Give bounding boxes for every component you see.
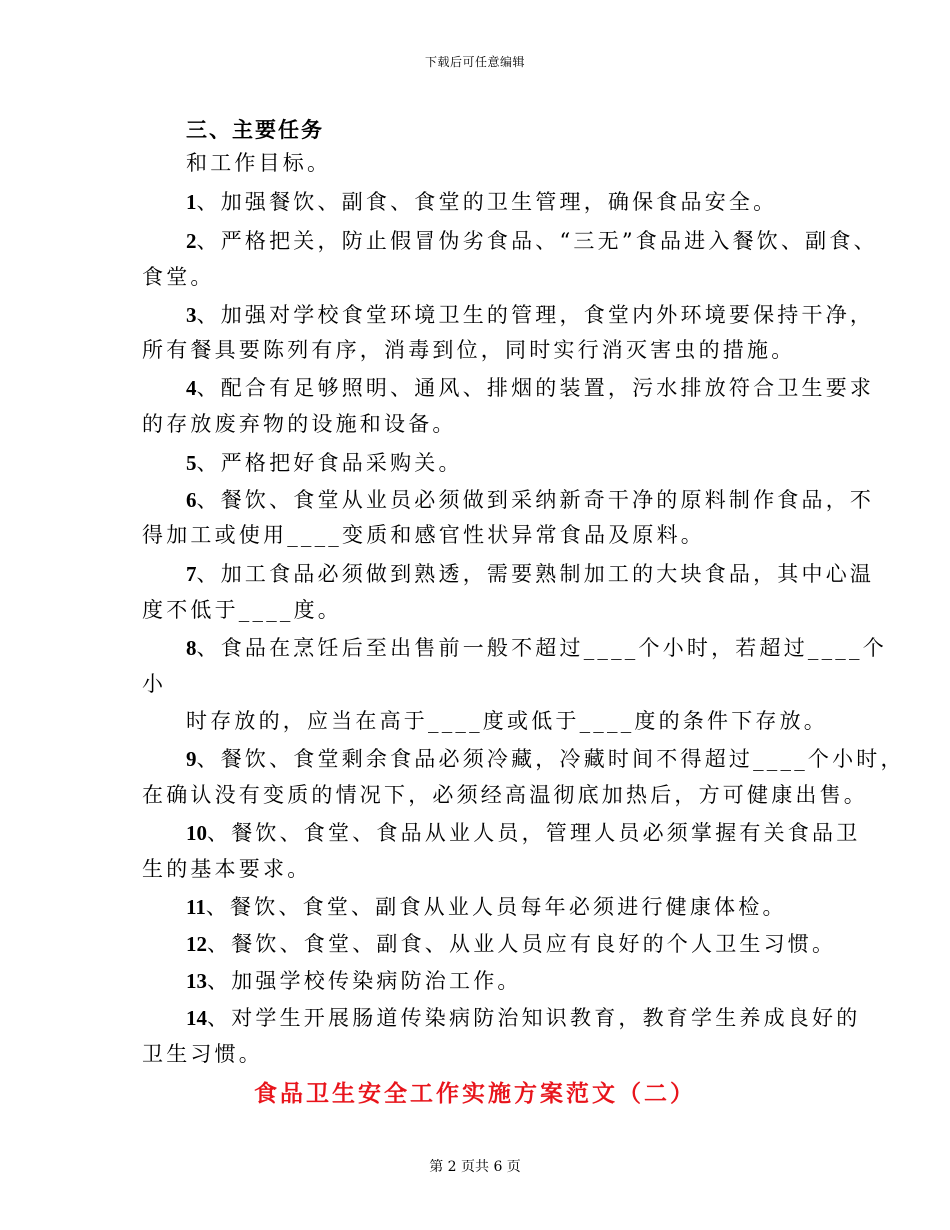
- list-item-7-cont: 度不低于____度。: [142, 598, 342, 622]
- list-item-9: 9、餐饮、食堂剩余食品必须冷藏，冷藏时间不得超过____个小时，: [186, 747, 905, 771]
- list-item-1: 1、加强餐饮、副食、食堂的卫生管理，确保食品安全。: [186, 190, 778, 214]
- list-item-13: 13、加强学校传染病防治工作。: [186, 969, 522, 993]
- list-item-8: 8、食品在烹饪后至出售前一般不超过____个小时，若超过____个: [186, 636, 887, 660]
- list-item-2: 2、严格把关，防止假冒伪劣食品、“三无”食品进入餐饮、副食、: [186, 229, 878, 253]
- list-item-3-cont: 所有餐具要陈列有序，消毒到位，同时实行消灭害虫的措施。: [142, 338, 796, 362]
- list-item-10: 10、餐饮、食堂、食品从业人员，管理人员必须掌握有关食品卫: [186, 821, 861, 845]
- list-item-7: 7、加工食品必须做到熟透，需要熟制加工的大块食品，其中心温: [186, 562, 875, 586]
- list-item-14: 14、对学生开展肠道传染病防治知识教育，教育学生养成良好的: [186, 1006, 861, 1030]
- list-item-14-cont: 卫生习惯。: [142, 1042, 263, 1066]
- list-item-2-cont: 食堂。: [142, 265, 215, 289]
- list-item-12: 12、餐饮、食堂、副食、从业人员应有良好的个人卫生习惯。: [186, 932, 837, 956]
- list-item-4-cont: 的存放废弃物的设施和设备。: [142, 412, 457, 436]
- list-item-8-cont-a: 小: [142, 672, 167, 696]
- header-note: 下载后可任意编辑: [424, 55, 525, 69]
- list-item-9-cont: 在确认没有变质的情况下，必须经高温彻底加热后，方可健康出售。: [142, 783, 868, 807]
- list-item-8-cont-b: 时存放的，应当在高于____度或低于____度的条件下存放。: [186, 709, 828, 733]
- list-item-6: 6、餐饮、食堂从业员必须做到采纳新奇干净的原料制作食品，不: [186, 488, 875, 512]
- list-item-3: 3、加强对学校食堂环境卫生的管理，食堂内外环境要保持干净，: [186, 303, 875, 327]
- intro-line: 和工作目标。: [186, 151, 332, 175]
- list-item-6-cont: 得加工或使用____变质和感官性状异常食品及原料。: [142, 523, 705, 547]
- page-number: 第 2 页共 6 页: [429, 1159, 521, 1175]
- list-item-10-cont: 生的基本要求。: [142, 857, 312, 881]
- list-item-5: 5、严格把好食品采购关。: [186, 451, 463, 475]
- next-section-title: 食品卫生安全工作实施方案范文（二）: [254, 1080, 696, 1107]
- section-heading: 三、主要任务: [186, 117, 324, 142]
- list-item-4: 4、配合有足够照明、通风、排烟的装置，污水排放符合卫生要求: [186, 376, 875, 400]
- list-item-11: 11、餐饮、食堂、副食从业人员每年必须进行健康体检。: [186, 895, 787, 919]
